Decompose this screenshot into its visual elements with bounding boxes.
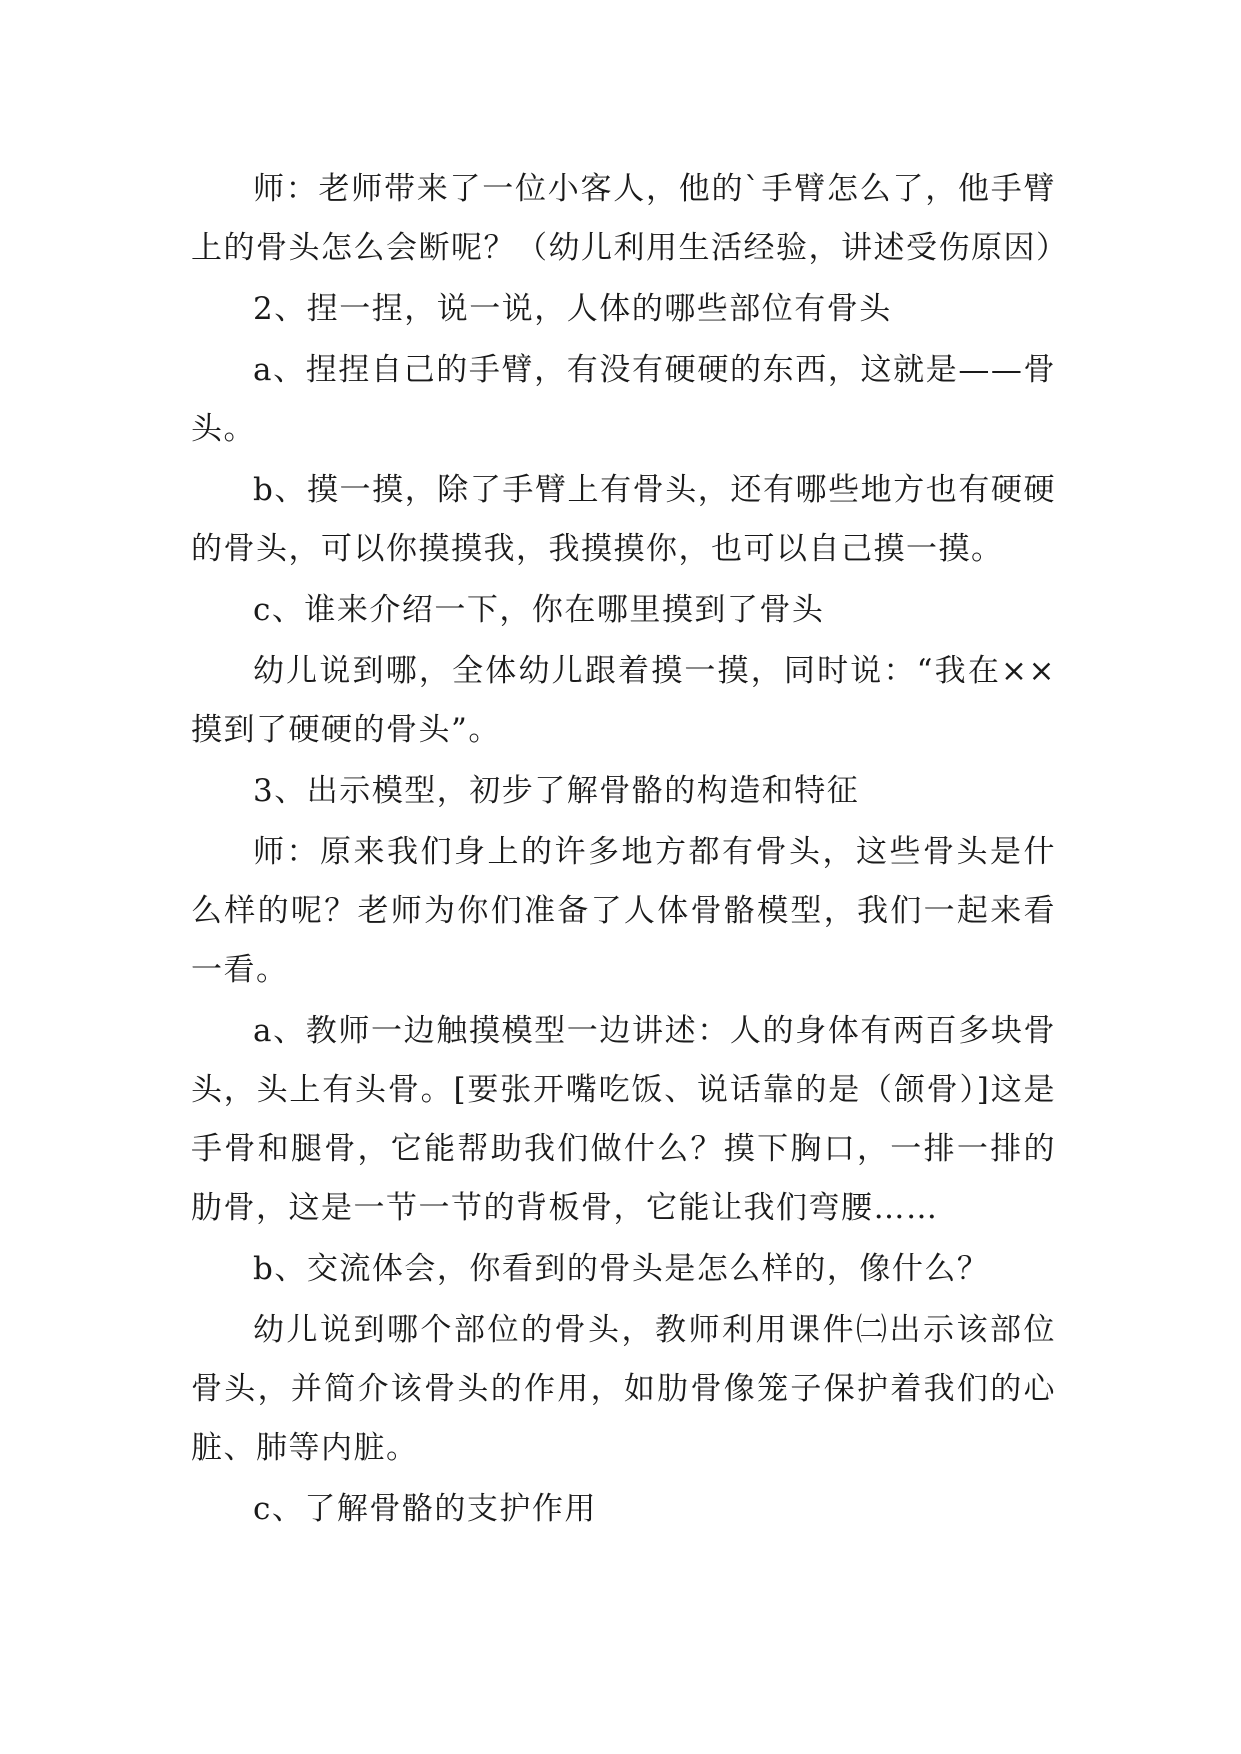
paragraph: c、了解骨骼的支护作用 (253, 1491, 597, 1527)
document-body (191, 160, 1069, 1541)
paragraph: 3、出示模型，初步了解骨骼的构造和特征 (253, 773, 860, 809)
paragraph: a、教师一边触摸模型一边讲述：人的身体有两百多块骨头，头上有头骨。[要张开嘴吃饭、说话靠的是（颌骨）]这是手骨和腿骨，它能帮助我们做什么？摸下胸口，一排一排的肋骨，这是一节一节的背板骨，它能让我们弯腰…… (191, 1013, 1056, 1226)
paragraph: 师：老师带来了一位小客人，他的`手臂怎么了，他手臂上的骨头怎么会断呢？（幼儿利用生活经验，讲述受伤原因） (191, 171, 1069, 266)
paragraph: b、交流体会，你看到的骨头是怎么样的，像什么？ (253, 1251, 990, 1287)
paragraph: 2、捏一捏，说一说，人体的哪些部位有骨头 (253, 291, 892, 327)
paragraph: 幼儿说到哪，全体幼儿跟着摸一摸，同时说：“我在××摸到了硬硬的骨头”。 (191, 653, 1056, 748)
paragraph: 幼儿说到哪个部位的骨头，教师利用课件㈡出示该部位骨头，并简介该骨头的作用，如肋骨像笼子保护着我们的心脏、肺等内脏。 (191, 1312, 1056, 1466)
paragraph: b、摸一摸，除了手臂上有骨头，还有哪些地方也有硬硬的骨头，可以你摸摸我，我摸摸你，也可以自己摸一摸。 (191, 472, 1056, 567)
paragraph: a、捏捏自己的手臂，有没有硬硬的东西，这就是——骨头。 (191, 352, 1056, 447)
paragraph: 师：原来我们身上的许多地方都有骨头，这些骨头是什么样的呢？老师为你们准备了人体骨骼模型，我们一起来看一看。 (191, 834, 1056, 988)
paragraph: c、谁来介绍一下，你在哪里摸到了骨头 (253, 592, 825, 628)
